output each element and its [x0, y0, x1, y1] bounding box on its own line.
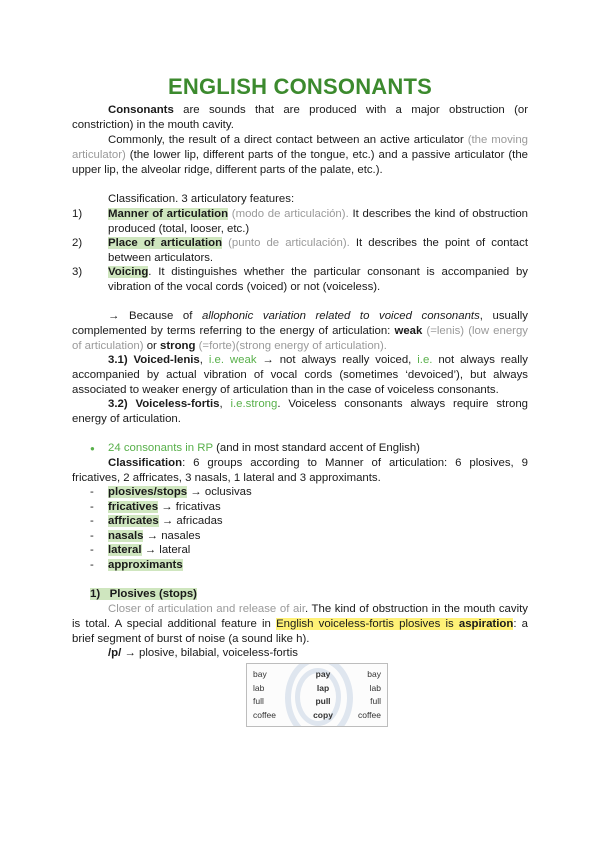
table-column-middle: pay lap pull copy [313, 669, 333, 720]
intro-paragraph-1: Consonants are sounds that are produced with a major obstruction (or constriction) in the mouth cavity. [72, 104, 528, 131]
minimal-pairs-table [246, 663, 388, 727]
plosives-paragraph: Closer of articulation and release of air. The kind of obstruction in the mouth cavity is total. A special additional feature in English voiceless-fortis plosives is aspiration: a brief segment of burst of noise (a sound like h). [72, 603, 528, 645]
intro-paragraph-2: Commonly, the result of a direct contact between an active articulator (the moving articulator) (the lower lip, different parts of the tongue, etc.) and a passive articulator (the upper lip, the alveolar ridge, different parts of the palate, etc.). [72, 134, 529, 176]
page-title: ENGLISH CONSONANTS [168, 74, 432, 99]
manner-term: Manner of articulation [108, 208, 229, 220]
feature-item-voicing: 3) Voicing. It distinguishes whether the particular consonant is accompanied by vibration of the vocal cords (voiced) or not (voiceless). [72, 266, 528, 293]
voicing-term: Voicing [108, 266, 149, 278]
feature-item-manner: 1) Manner of articulation (modo de articulación). It describes the kind of obstruction produced (total, looser, etc.) [72, 208, 529, 235]
allophonic-paragraph: → Because of allophonic variation related to voiced consonants, usually complemented by terms referring to the energy of articulation: weak (=lenis) (low energy of articulation) or strong (=forte)(strong energy of articulation). [72, 310, 529, 352]
aspiration-term: aspiration [458, 618, 514, 630]
feature-item-place: 2) Place of articulation (punto de articulación). It describes the point of contact between articulators. [72, 237, 528, 264]
p-phoneme-symbol: /p/ [108, 647, 122, 659]
place-term: Place of articulation [108, 237, 223, 249]
voiced-lenis-paragraph: 3.1) Voiced-lenis, i.e. weak → not always really voiced, i.e. not always really accompanied by actual vibration of vocal cords (sometimes ‘devoiced’), but always associated to weaker energy of articulation than in the case of voiceless consonants. [72, 354, 529, 396]
table-column-left: bay lab full coffee [253, 669, 277, 720]
groups-paragraph: Classification: 6 groups according to Manner of articulation: 6 plosives, 9 fricatives, 2 affricates, 3 nasals, 1 lateral and 3 approximants. [72, 457, 528, 484]
table-column-right: bay lab full coffee [357, 669, 381, 720]
bullet-icon: ● [90, 444, 95, 453]
classification-heading: Classification. 3 articulatory features: [108, 193, 295, 205]
plosives-heading: 1) Plosives (stops) [90, 588, 197, 600]
moving-articulator-note: (the moving articulator) [72, 134, 529, 161]
consonants-term: Consonants [108, 104, 174, 116]
p-phoneme-line: /p/ → plosive, bilabial, voiceless-fortis [108, 647, 298, 659]
voiceless-fortis-paragraph: 3.2) Voiceless-fortis, i.e.strong. Voiceless consonants always require strong energy of articulation. [72, 398, 528, 425]
document-page: ENGLISH CONSONANTS Consonants are sounds that are produced with a major obstruction (or constriction) in the mouth cavity. Commonly, the result of a direct contact between an active articulator (the moving articulator) (the lower lip, different parts of the tongue, etc.) and a passive articulator (the upper lip, the alveolar ridge, different parts of the palate, etc.). Classification. 3 articulatory features: 1) Manner of articulation (modo de articulación). It describes the kind of obstruction produced (total, looser, etc.) 2) Place of articulation (punto de articulación). It describes the point of contact between articulators. 3) Voicing. It distinguishes whether the particular consonant is accompanied by vibration of the vocal cords (voiced) or not (voiceless). → Because of allophonic variation related to voiced consonants, usually complemented by terms referring to the energy of articulation: weak (=lenis) (low energy of articulation) or strong (=forte)(strong energy of articulation). 3.1) Voiced-lenis, i.e. weak → not always really voiced, i.e. not always really accompanied by actual vibration of vocal cords (sometimes ‘devoiced’), but always associated to weaker energy of articulation than in the case of voiceless consonants. 3.2) Voiceless-fortis, i.e.strong. Voiceless consonants always require strong energy of articulation. ● 24 consonants in RP (and in most standard accent of English) Classification: 6 groups according to Manner of articulation: 6 plosives, 9 fricatives, 2 affricates, 3 nasals, 1 lateral and 3 approximants. - plosives/stops → oclusivas - fricatives → fricativas - affricates → africadas - nasals → nasales - lateral → lateral - approximants 1) Plosives (stops) Closer of articulation and release of air. The kind of obstruction in the mouth cavity is total. A special additional feature in English voiceless-fortis plosives is aspiration: a brief segment of burst of noise (a sound like h). /p/ → plosive, bilabial, voiceless-fortis bay lab full coffee pay lap pull copy bay lab full coffee [0, 0, 600, 848]
